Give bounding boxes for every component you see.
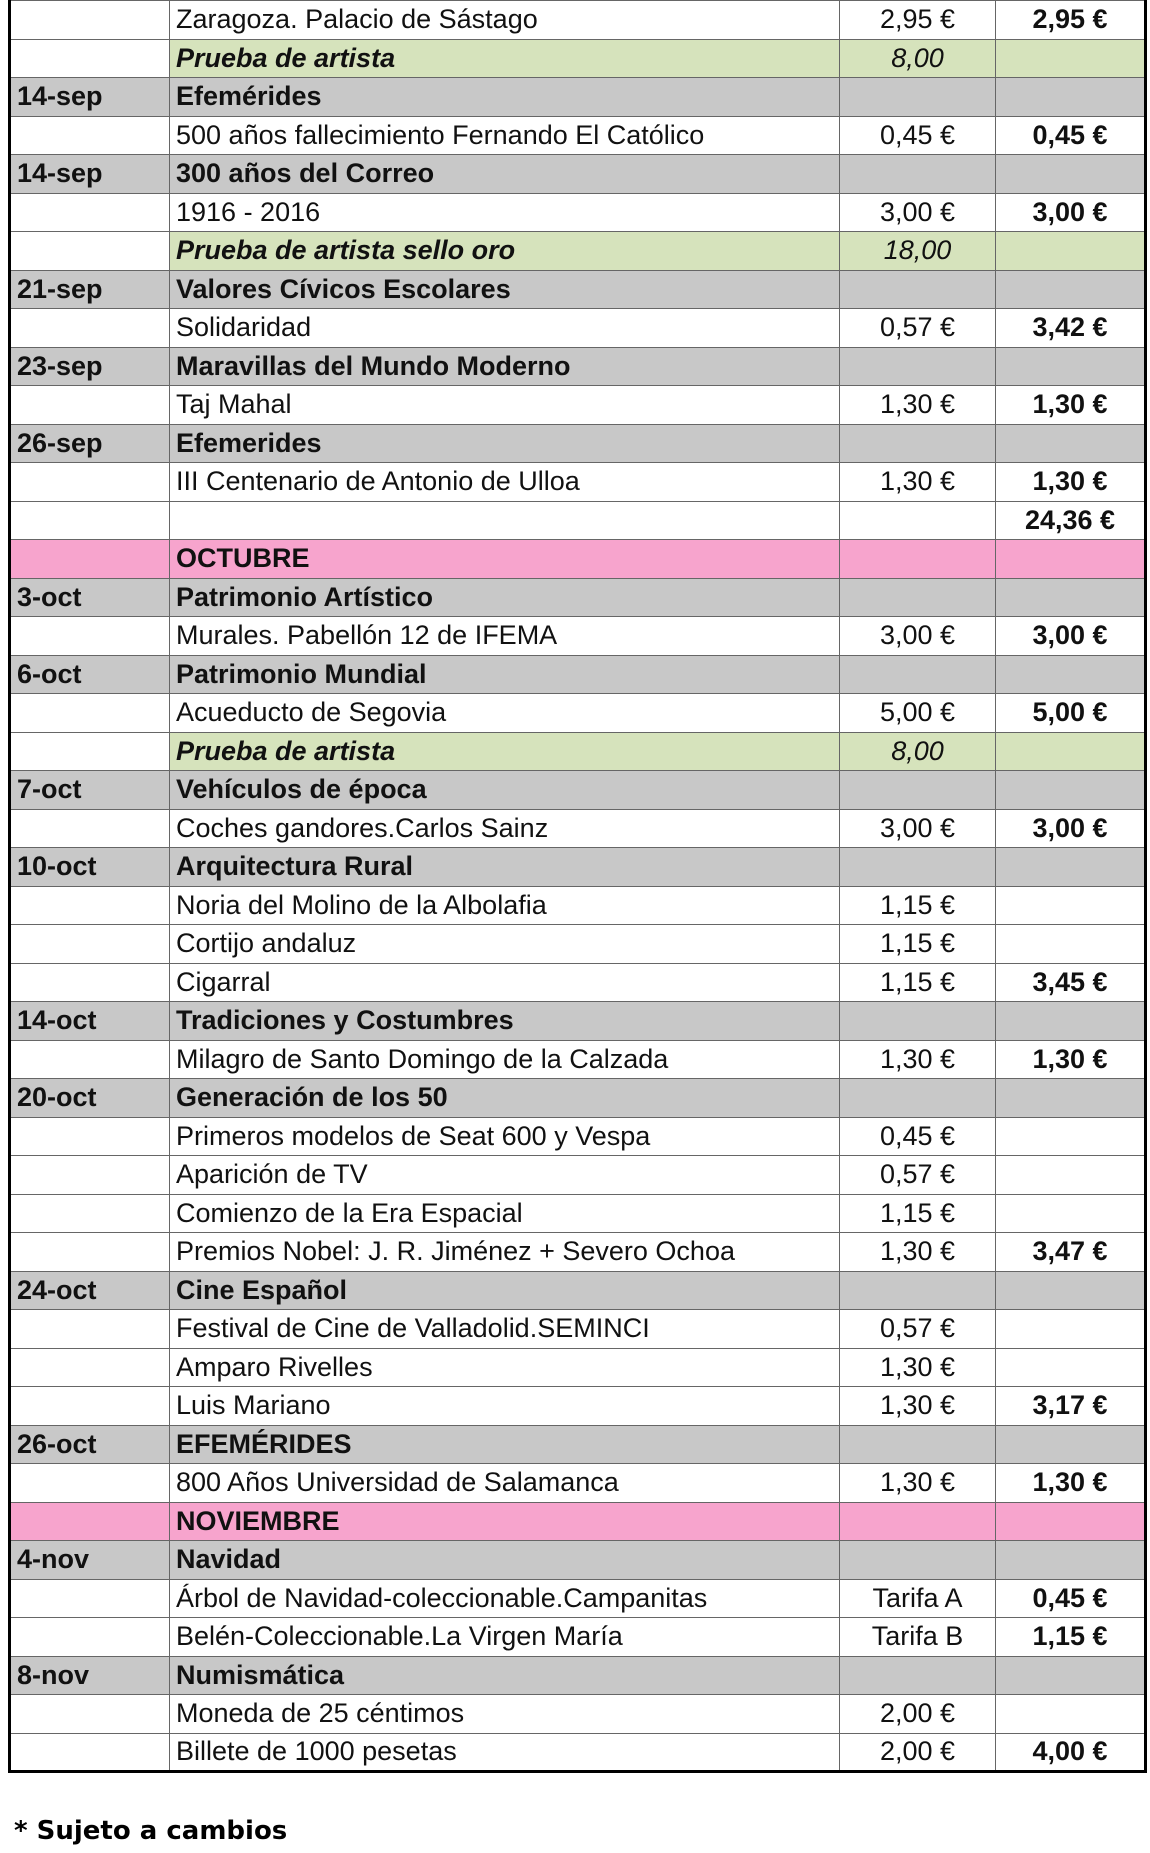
total-cell [996, 1425, 1146, 1464]
price-cell: 0,45 € [840, 116, 996, 155]
total-cell: 1,30 € [996, 386, 1146, 425]
description-cell: Taj Mahal [170, 386, 840, 425]
price-cell: 1,30 € [840, 463, 996, 502]
stamp-item-row [10, 1348, 1146, 1387]
date-cell: 14-sep [10, 78, 170, 117]
date-cell: 23-sep [10, 347, 170, 386]
total-cell [996, 1117, 1146, 1156]
total-cell [996, 540, 1146, 579]
date-cell [10, 309, 170, 348]
date-cell [10, 1040, 170, 1079]
date-cell [10, 193, 170, 232]
description-cell: OCTUBRE [170, 540, 840, 579]
description-cell: Tradiciones y Costumbres [170, 1002, 840, 1041]
description-cell: Primeros modelos de Seat 600 y Vespa [170, 1117, 840, 1156]
total-cell [996, 1695, 1146, 1734]
price-cell [840, 578, 996, 617]
price-cell [840, 1002, 996, 1041]
total-cell [996, 578, 1146, 617]
total-cell [996, 1502, 1146, 1541]
date-cell [10, 1, 170, 40]
date-cell [10, 1348, 170, 1387]
stamp-item-row [10, 309, 1146, 348]
date-cell [10, 1464, 170, 1503]
description-cell: Belén-Coleccionable.La Virgen María [170, 1618, 840, 1657]
stamp-item-row [10, 617, 1146, 656]
total-cell [996, 1079, 1146, 1118]
issue-header-row [10, 1541, 1146, 1580]
stamp-item-row [10, 1194, 1146, 1233]
date-cell: 26-oct [10, 1425, 170, 1464]
total-cell [996, 1002, 1146, 1041]
issue-header-row [10, 578, 1146, 617]
date-cell: 26-sep [10, 424, 170, 463]
price-cell [840, 540, 996, 579]
description-cell: Árbol de Navidad-coleccionable.Campanitas [170, 1579, 840, 1618]
description-cell: Maravillas del Mundo Moderno [170, 347, 840, 386]
description-cell: III Centenario de Antonio de Ulloa [170, 463, 840, 502]
stamp-item-row [10, 694, 1146, 733]
total-cell [996, 1194, 1146, 1233]
total-cell [996, 1656, 1146, 1695]
total-cell: 1,30 € [996, 463, 1146, 502]
total-cell [996, 1348, 1146, 1387]
description-cell: Patrimonio Artístico [170, 578, 840, 617]
price-cell: 1,30 € [840, 1387, 996, 1426]
stamp-item-row [10, 1387, 1146, 1426]
total-cell: 0,45 € [996, 116, 1146, 155]
price-cell: 1,30 € [840, 1040, 996, 1079]
stamp-item-row [10, 193, 1146, 232]
stamp-item-row [10, 886, 1146, 925]
date-cell [10, 886, 170, 925]
stamp-item-row [10, 1233, 1146, 1272]
date-cell: 7-oct [10, 771, 170, 810]
date-cell [10, 386, 170, 425]
date-cell [10, 963, 170, 1002]
total-cell: 1,30 € [996, 1464, 1146, 1503]
date-cell: 6-oct [10, 655, 170, 694]
issue-header-row [10, 78, 1146, 117]
date-cell: 14-oct [10, 1002, 170, 1041]
description-cell: Patrimonio Mundial [170, 655, 840, 694]
description-cell: Solidaridad [170, 309, 840, 348]
stamp-item-row [10, 1117, 1146, 1156]
description-cell: Arquitectura Rural [170, 848, 840, 887]
date-cell [10, 925, 170, 964]
total-cell: 24,36 € [996, 501, 1146, 540]
issue-header-row [10, 155, 1146, 194]
artist-proof-row [10, 732, 1146, 771]
stamp-issue-table-body [10, 1, 1146, 1772]
issue-header-row [10, 1002, 1146, 1041]
price-cell [840, 501, 996, 540]
date-cell [10, 1194, 170, 1233]
total-cell [996, 1156, 1146, 1195]
total-cell: 1,15 € [996, 1618, 1146, 1657]
date-cell [10, 732, 170, 771]
description-cell: Prueba de artista sello oro [170, 232, 840, 271]
total-cell [996, 78, 1146, 117]
price-cell: 3,00 € [840, 617, 996, 656]
date-cell [10, 694, 170, 733]
stamp-issue-table [8, 0, 1147, 1773]
total-cell: 4,00 € [996, 1733, 1146, 1772]
date-cell [10, 1233, 170, 1272]
total-cell: 3,00 € [996, 193, 1146, 232]
total-cell [996, 1310, 1146, 1349]
date-cell [10, 1579, 170, 1618]
description-cell: Billete de 1000 pesetas [170, 1733, 840, 1772]
description-cell: 500 años fallecimiento Fernando El Católico [170, 116, 840, 155]
month-row [10, 1502, 1146, 1541]
total-cell: 2,95 € [996, 1, 1146, 40]
total-cell: 3,45 € [996, 963, 1146, 1002]
description-cell: Cigarral [170, 963, 840, 1002]
date-cell [10, 540, 170, 579]
date-cell [10, 809, 170, 848]
description-cell: Festival de Cine de Valladolid.SEMINCI [170, 1310, 840, 1349]
date-cell: 24-oct [10, 1271, 170, 1310]
description-cell: NOVIEMBRE [170, 1502, 840, 1541]
date-cell [10, 1733, 170, 1772]
date-cell: 4-nov [10, 1541, 170, 1580]
description-cell: Efemérides [170, 78, 840, 117]
description-cell: Murales. Pabellón 12 de IFEMA [170, 617, 840, 656]
stamp-item-row [10, 1695, 1146, 1734]
price-cell: 1,15 € [840, 963, 996, 1002]
date-cell [10, 463, 170, 502]
total-cell [996, 155, 1146, 194]
price-cell: 2,95 € [840, 1, 996, 40]
total-cell [996, 732, 1146, 771]
date-cell [10, 1387, 170, 1426]
footnote: * Sujeto a cambios [14, 1816, 288, 1846]
description-cell: Valores Cívicos Escolares [170, 270, 840, 309]
price-cell [840, 347, 996, 386]
date-cell: 14-sep [10, 155, 170, 194]
date-cell [10, 39, 170, 78]
price-cell: 8,00 [840, 39, 996, 78]
issue-header-row [10, 347, 1146, 386]
total-cell [996, 347, 1146, 386]
stamp-item-row [10, 386, 1146, 425]
price-cell: 1,30 € [840, 1233, 996, 1272]
description-cell: Cortijo andaluz [170, 925, 840, 964]
description-cell: EFEMÉRIDES [170, 1425, 840, 1464]
stamp-item-row [10, 116, 1146, 155]
date-cell [10, 1695, 170, 1734]
price-cell [840, 655, 996, 694]
price-cell: 1,15 € [840, 886, 996, 925]
stamp-item-row [10, 1618, 1146, 1657]
total-cell [996, 771, 1146, 810]
total-cell: 5,00 € [996, 694, 1146, 733]
description-cell: Amparo Rivelles [170, 1348, 840, 1387]
artist-proof-row [10, 232, 1146, 271]
description-cell: 800 Años Universidad de Salamanca [170, 1464, 840, 1503]
price-cell [840, 78, 996, 117]
total-cell [996, 232, 1146, 271]
artist-proof-row [10, 39, 1146, 78]
total-cell: 3,00 € [996, 617, 1146, 656]
total-cell [996, 655, 1146, 694]
price-cell: 3,00 € [840, 809, 996, 848]
price-cell [840, 424, 996, 463]
description-cell: Luis Mariano [170, 1387, 840, 1426]
price-cell: 0,45 € [840, 1117, 996, 1156]
issue-header-row [10, 1425, 1146, 1464]
issue-header-row [10, 270, 1146, 309]
date-cell [10, 232, 170, 271]
price-cell: 8,00 [840, 732, 996, 771]
description-cell: Aparición de TV [170, 1156, 840, 1195]
description-cell: Acueducto de Segovia [170, 694, 840, 733]
description-cell: Milagro de Santo Domingo de la Calzada [170, 1040, 840, 1079]
total-cell [996, 270, 1146, 309]
issue-header-row [10, 1079, 1146, 1118]
description-cell: Generación de los 50 [170, 1079, 840, 1118]
total-cell: 3,42 € [996, 309, 1146, 348]
description-cell [170, 501, 840, 540]
date-cell [10, 116, 170, 155]
price-cell: 5,00 € [840, 694, 996, 733]
date-cell [10, 1618, 170, 1657]
price-cell: 1,30 € [840, 1348, 996, 1387]
date-cell: 20-oct [10, 1079, 170, 1118]
stamp-item-row [10, 1310, 1146, 1349]
date-cell: 10-oct [10, 848, 170, 887]
total-cell: 3,47 € [996, 1233, 1146, 1272]
description-cell: Prueba de artista [170, 39, 840, 78]
date-cell: 21-sep [10, 270, 170, 309]
description-cell: Comienzo de la Era Espacial [170, 1194, 840, 1233]
price-cell [840, 1079, 996, 1118]
date-cell [10, 1502, 170, 1541]
date-cell: 8-nov [10, 1656, 170, 1695]
price-cell [840, 771, 996, 810]
total-cell [996, 1541, 1146, 1580]
stamp-item-row [10, 809, 1146, 848]
price-cell: 0,57 € [840, 1156, 996, 1195]
description-cell: 300 años del Correo [170, 155, 840, 194]
stamp-item-row [10, 1156, 1146, 1195]
total-cell [996, 39, 1146, 78]
date-cell [10, 1156, 170, 1195]
date-cell [10, 1310, 170, 1349]
price-cell: 0,57 € [840, 309, 996, 348]
date-cell: 3-oct [10, 578, 170, 617]
total-cell: 3,00 € [996, 809, 1146, 848]
price-cell [840, 1271, 996, 1310]
price-cell [840, 1502, 996, 1541]
price-cell [840, 1541, 996, 1580]
price-cell: Tarifa A [840, 1579, 996, 1618]
description-cell: Coches gandores.Carlos Sainz [170, 809, 840, 848]
stamp-item-row [10, 1464, 1146, 1503]
price-cell [840, 1425, 996, 1464]
price-cell: 1,15 € [840, 925, 996, 964]
total-cell [996, 1271, 1146, 1310]
price-cell: 0,57 € [840, 1310, 996, 1349]
total-cell [996, 886, 1146, 925]
issue-header-row [10, 771, 1146, 810]
date-cell [10, 1117, 170, 1156]
date-cell [10, 501, 170, 540]
issue-header-row [10, 848, 1146, 887]
stamp-item-row [10, 463, 1146, 502]
price-cell [840, 1656, 996, 1695]
stamp-item-row [10, 1579, 1146, 1618]
description-cell: Moneda de 25 céntimos [170, 1695, 840, 1734]
price-cell: 2,00 € [840, 1695, 996, 1734]
description-cell: Vehículos de época [170, 771, 840, 810]
issue-header-row [10, 655, 1146, 694]
subtotal-row [10, 501, 1146, 540]
description-cell: Prueba de artista [170, 732, 840, 771]
issue-header-row [10, 1656, 1146, 1695]
price-cell: 1,15 € [840, 1194, 996, 1233]
total-cell [996, 424, 1146, 463]
total-cell: 0,45 € [996, 1579, 1146, 1618]
total-cell: 3,17 € [996, 1387, 1146, 1426]
total-cell [996, 925, 1146, 964]
description-cell: 1916 - 2016 [170, 193, 840, 232]
description-cell: Cine Español [170, 1271, 840, 1310]
price-cell [840, 270, 996, 309]
issue-header-row [10, 424, 1146, 463]
description-cell: Efemerides [170, 424, 840, 463]
stamp-item-row [10, 1733, 1146, 1772]
description-cell: Zaragoza. Palacio de Sástago [170, 1, 840, 40]
price-cell: Tarifa B [840, 1618, 996, 1657]
stamp-item-row [10, 1, 1146, 40]
price-cell: 1,30 € [840, 386, 996, 425]
price-cell: 18,00 [840, 232, 996, 271]
price-cell [840, 155, 996, 194]
price-cell [840, 848, 996, 887]
description-cell: Navidad [170, 1541, 840, 1580]
price-cell: 3,00 € [840, 193, 996, 232]
total-cell: 1,30 € [996, 1040, 1146, 1079]
month-row [10, 540, 1146, 579]
price-cell: 2,00 € [840, 1733, 996, 1772]
stamp-item-row [10, 1040, 1146, 1079]
description-cell: Noria del Molino de la Albolafia [170, 886, 840, 925]
issue-header-row [10, 1271, 1146, 1310]
description-cell: Numismática [170, 1656, 840, 1695]
description-cell: Premios Nobel: J. R. Jiménez + Severo Ochoa [170, 1233, 840, 1272]
stamp-item-row [10, 925, 1146, 964]
price-cell: 1,30 € [840, 1464, 996, 1503]
total-cell [996, 848, 1146, 887]
stamp-item-row [10, 963, 1146, 1002]
date-cell [10, 617, 170, 656]
